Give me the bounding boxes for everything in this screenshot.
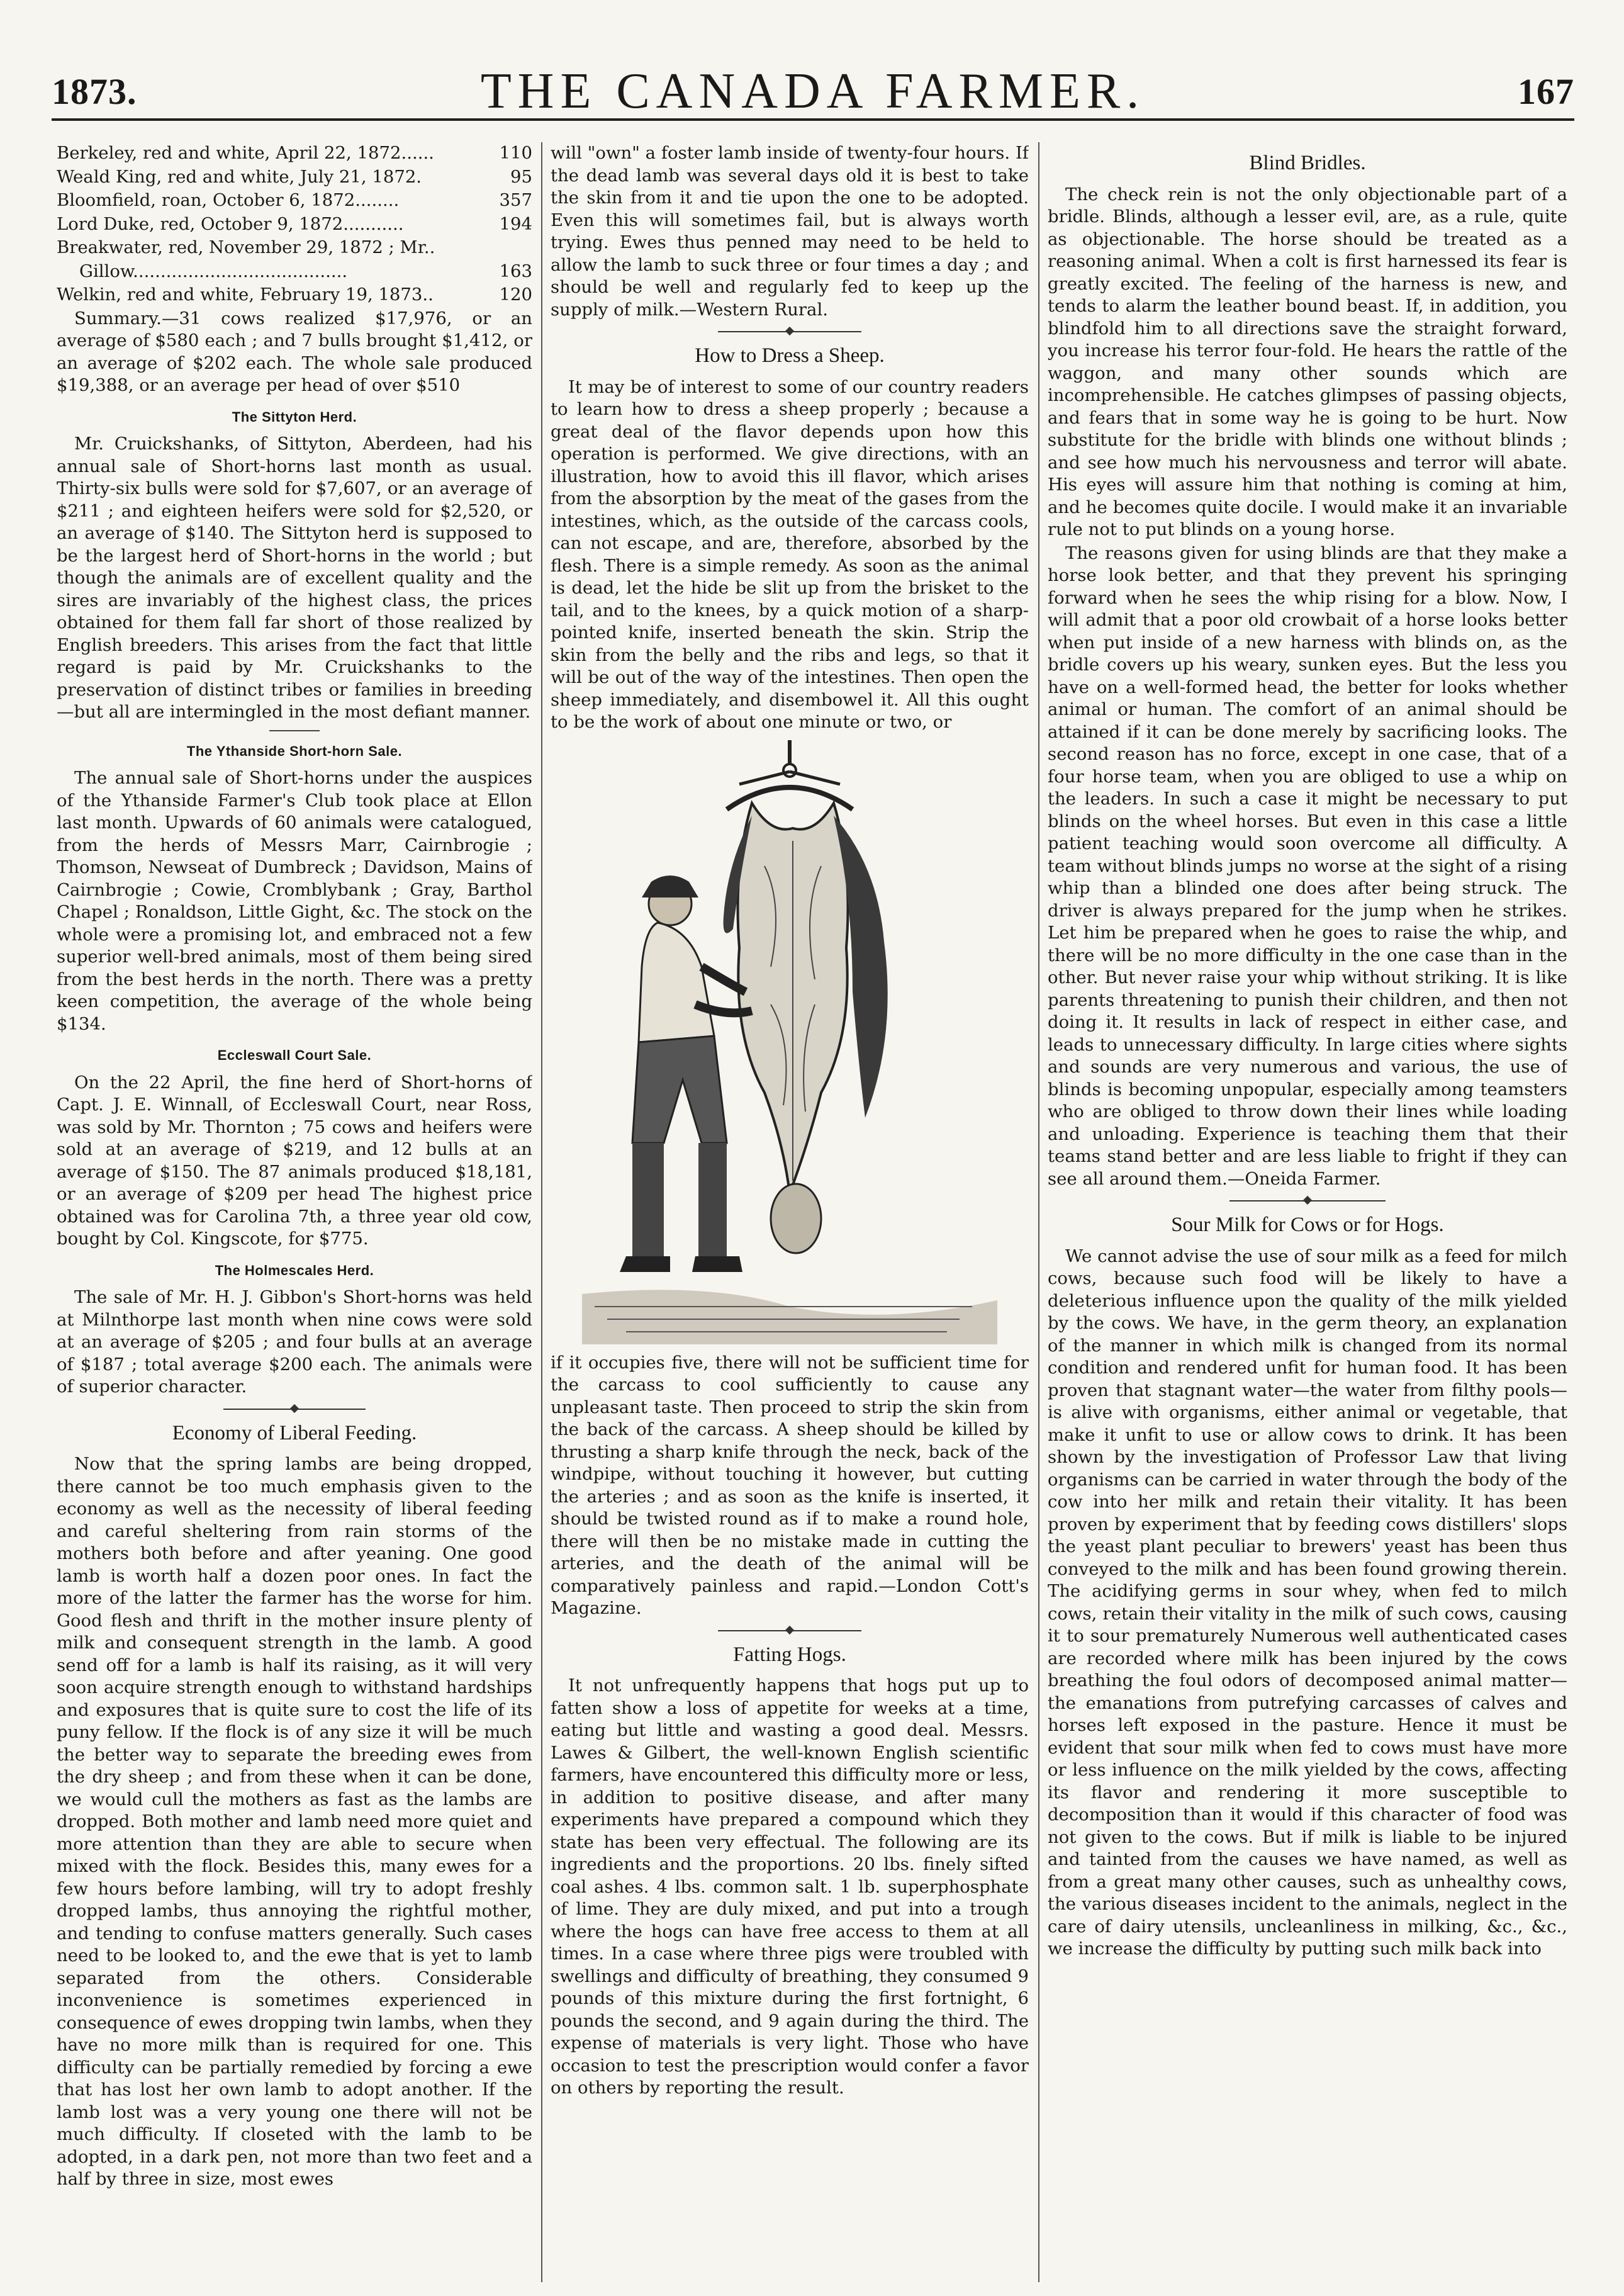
article-paragraph: Mr. Cruickshanks, of Sittyton, Aberdeen, had his annual sale of Short-horns last month as usual. Thirty-six bulls were sold for $7,607, or an average of $211 ; and eighteen heifers were sold for $2,520, or an average of $140. The Sittyton herd is supposed to be the largest herd of Short-horns in the world ; but though the animals are of excellent quality and the sires are invariably of the highest class, the prices obtained for them fall far short of those realized by English breeders. This arises from the fact that little regard is paid by Mr. Cruickshanks to the preservation of distinct tribes or families in breeding —but all are intermingled in the most defiant manner. [57, 434, 532, 722]
article-paragraph: will "own" a foster lamb inside of twenty-four hours. If the dead lamb was several days old it is best to take the skin from it and tie upon the one to be adopted. Even this will sometimes fail, but is always worth trying. Ewes thus penned may need to be held to allow the lamb to suck three or four times a day ; and should be well and regularly fed to keep up the supply of milk.—Western Rural. [551, 143, 1029, 320]
article-paragraph: The reasons given for using blinds are that they make a horse look better, and that they prevent his springing forward when he sees the whip rising for a blow. Now, I will admit that a poor old crowbait of a horse looks better when put inside of a new harness with blinds on, as the bridle covers up his weary, sunken eyes. But the less you have on a well-formed head, the better for looks whether animal or human. The comfort of an animal should be attained if it can be done merely by sacrificing looks. The second reason has no force, except in one case, that of a four horse team, when you are obliged to use a whip on the leaders. In such a case it might be necessary to put blinds on the wheel horses. But even in this case a little patient teaching would soon overcome all difficulty. A team without blinds jumps no worse at the sight of a rising whip than a blinded one does after being struck. The driver is always prepared for the jump when he strikes. Let him be prepared when he goes to raise the whip, and there will be no more difficulty in the one case than in the other. But never raise your whip without striking. It is like parents threatening to punish their children, and then not doing it. It results in lack of respect in either case, and leads to unnecessary difficulty. In large cities where sights and sounds are very numerous and various, the use of blinds is becoming unpopular, especially among teamsters who are obliged to throw down their lines while loading and unloading. Experience is teaching them that their teams stand better and are less liable to fright if they can see all around them.—Oneida Farmer. [1048, 543, 1567, 1189]
article-heading: Blind Bridles. [1249, 152, 1366, 174]
butcher-dressing-sheep-icon [582, 740, 997, 1344]
column-3 [1048, 142, 1567, 2288]
article-heading: Sour Milk for Cows or for Hogs. [1171, 1213, 1444, 1236]
summary-paragraph: Summary.—31 cows realized $17,976, or an average of $580 each ; and 7 bulls brought $1,412, or an average of $202 each. The whole sale produced $19,388, or an average per head of over $510 [57, 308, 532, 395]
page-number: 167 [1518, 71, 1574, 112]
sale-line: Berkeley, red and white, April 22, 1872...... 110 [57, 143, 532, 163]
sale-line: Gillow....................................... 163 [79, 261, 532, 281]
ornament-divider [551, 327, 1029, 335]
divider [269, 730, 320, 731]
sale-line: Breakwater, red, November 29, 1872 ; Mr.. [57, 237, 435, 257]
article-paragraph: if it occupies five, there will not be sufficient time for the carcass to cool sufficiently to cause any unpleasant taste. Then proceed to strip the skin from the back of the carcass. A sheep should be killed by thrusting a sharp knife through the neck, back of the windpipe, without touching it however, but cutting the arteries ; and as soon as the knife is inserted, it should be twisted round as if to make a round hole, there will then be no mistake made in cutting the arteries, and the death of the animal will be comparatively painless and rapid.—London Cott's Magazine. [551, 1352, 1029, 1618]
column-divider [541, 142, 542, 2282]
article-paragraph: On the 22 April, the fine herd of Short-horns of Capt. J. E. Winnall, of Eccleswall Court, near Ross, was sold by Mr. Thornton ; 75 cows and heifers were sold at an average of $219, and 12 bulls at an average of $150. The 87 animals produced $18,181, or an average of $209 per head The highest price obtained was for Carolina 7th, a three year old cow, bought by Col. Kingscote, for $775. [57, 1072, 532, 1249]
article-paragraph: It may be of interest to some of our country readers to learn how to dress a sheep properly ; because a great deal of the flavor depends upon how this operation is performed. We give directions, with an illustration, how to avoid this ill flavor, which arises from the absorption by the meat of the gases from the intestines, which, as the outside of the carcass cools, can not escape, and are, therefore, absorbed by the flesh. There is a simple remedy. As soon as the animal is dead, let the hide be slit up from the brisket to the tail, and to the knees, by a quick motion of a sharp-pointed knife, inserted beneath the skin. Strip the skin from the belly and the ribs and legs, so that it will be out of the way of the intestines. Then open the sheep immediately, and disembowel it. All this ought to be the work of about one minute or two, or [551, 376, 1029, 732]
issue-year: 1873. [52, 71, 137, 112]
subheading: The Ythanside Short-horn Sale. [186, 743, 403, 759]
article-paragraph: We cannot advise the use of sour milk as a feed for milch cows, because such food will be likely to have a deleterious influence upon the quality of the milk yielded by the cows. We have, in the germ theory, an explanation of the manner in which milk is changed from its normal condition and rendered unfit for human food. It has been proven that stagnant water—the water from filthy pools—is alive with organisms, either animal or vegetable, that make it unfit to use or allow cows to drink. It has been shown by the investigation of Professor Law that living organisms can be carried in water through the body of the cow into her milk and retain their vitality. It has been proven by experiment that by feeding cows distillers' slops the yeast plant peculiar to brewers' yeast has been thus conveyed to the milk and has been found growing therein. The acidifying germs in sour whey, when fed to milch cows, retain their vitality in the milk of such cows, causing it to sour prematurely Numerous well authenticated cases are recorded where milk has been injured by the cows breathing the foul odors of decomposed animal matter—the emanations from putrefying carcasses of calves and horses left exposed in the pasture. Hence it must be evident that sour milk when fed to cows must have more or less influence on the milk yielded by the cows, affecting its flavor and rendering it more susceptible to decomposition than it would if this character of food was not given to the cows. But if milk is liable to be injured and tainted from the causes we have named, as well as from a great many other causes, such as unhealthy cows, the various diseases incident to the animals, neglect in the care of dairy utensils, uncleanliness in milking, &c., &c., we increase the difficulty by putting such milk back into [1048, 1246, 1567, 1959]
sale-line: Bloomfield, roan, October 6, 1872........ 357 [57, 190, 532, 210]
sale-line: Lord Duke, red, October 9, 1872........... 194 [57, 213, 532, 234]
article-paragraph: The annual sale of Short-horns under the auspices of the Ythanside Farmer's Club took place at Ellon last month. Upwards of 60 animals were catalogued, from the herds of Messrs Marr, Cairnbrogie ; Thomson, Newseat of Dumbreck ; Davidson, Mains of Cairnbrogie ; Cowie, Cromblybank ; Gray, Barthol Chapel ; Ronaldson, Little Gight, &c. The stock on the whole were a promising lot, and embraced not a few superior well-bred animals, most of them being sired from the best herds in the north. There was a pretty keen competition, the average of the whole being $134. [57, 768, 532, 1034]
subheading: The Holmescales Herd. [215, 1262, 374, 1278]
article-heading: Economy of Liberal Feeding. [172, 1421, 417, 1444]
masthead [52, 49, 1574, 121]
article-paragraph: The sale of Mr. H. J. Gibbon's Short-horns was held at Milnthorpe last month when nine cows were sold at an average of $205 ; and four bulls at an average of $187 ; total average $200 each. The animals were of superior character. [57, 1287, 532, 1397]
column-divider [1038, 142, 1039, 2282]
sale-line: Weald King, red and white, July 21, 1872. 95 [57, 166, 532, 187]
ornament-divider [1048, 1196, 1567, 1204]
article-paragraph: The check rein is not the only objectionable part of a bridle. Blinds, although a lesser evil, are, as a rule, quite as objectionable. The horse should be treated as a reasoning animal. When a colt is first harnessed its fear is greatly excited. The feeling of the harness is new, and tends to alarm the leather bound beast. If, in addition, you blindfold him to all directions save the straight forward, you increase his terror four-fold. He hears the rattle of the waggon, and many other sounds which are incomprehensible. He catches glimpses of passing objects, and fears that in some way he is going to be hurt. Now substitute for the bridle with blinds one without blinds ; and see how much his nervousness and terror will abate. His eyes will assure him that nothing is coming at him, and he becomes quite docile. I would make it an invariable rule not to put blinds on a young horse. [1048, 184, 1567, 539]
subheading: Eccleswall Court Sale. [217, 1047, 372, 1063]
article-heading: Fatting Hogs. [733, 1643, 846, 1666]
ornament-divider [551, 1626, 1029, 1634]
newspaper-title: THE CANADA FARMER. [480, 64, 1146, 119]
subheading: The Sittyton Herd. [232, 408, 357, 425]
article-paragraph: It not unfrequently happens that hogs put up to fatten show a loss of appetite for weeks at a time, eating but little and wasting a good deal. Messrs. Lawes & Gilbert, the well-known English scientific farmers, have encountered this difficulty more or less, in addition to positive disease, and after many experiments have prepared a compound which they state has been very effectual. The following are its ingredients and the proportions. 20 lbs. finely sifted coal ashes. 4 lbs. common salt. 1 lb. superphosphate of lime. They are duly mixed, and put into a trough where the hogs can have free access to them at all times. In a case where three pigs were troubled with swellings and difficulty of breathing, they consumed 9 pounds of this mixture during the first fortnight, 6 pounds the second, and 9 again during the third. The expense of materials is very light. Those who have occasion to test the prescription would confer a favor on others by reporting the result. [551, 1675, 1029, 2098]
column-2 [551, 142, 1029, 2288]
sale-line: Welkin, red and white, February 19, 1873.. 120 [57, 284, 532, 305]
article-paragraph: Now that the spring lambs are being dropped, there cannot be too much emphasis given to the economy as well as the necessity of liberal feeding and careful sheltering from rain storms of the mothers both before and after yeaning. One good lamb is worth half a dozen poor ones. In fact the more of the latter the farmer has the worse for him. Good flesh and thrift in the mother insure plenty of milk and consequent strength in the lamb. A good send off for a lamb is half its raising, as it will very soon acquire strength enough to withstand hardships and exposures that is quite sure to cost the life of its puny fellow. If the flock is of any size it will be much the better way to separate the breeding ewes from the dry sheep ; and from these when it can be done, we would cull the mothers as fast as the lambs are dropped. Both mother and lamb need more quiet and more attention than they are able to secure when mixed with the flock. Besides this, many ewes for a few hours before lambing, will try to adopt freshly dropped lambs, thus annoying the rightful mother, and tending to confuse matters generally. Such cases need to be looked to, and the ewe that is yet to lamb separated from the others. Considerable inconvenience is sometimes experienced in consequence of ewes dropping twin lambs, when they have no more milk than is required for one. This difficulty can be partially remedied by forcing a ewe that has lost her own lamb to adopt another. If the lamb lost was a very young one there will not be much difficulty. If closeted with the lamb to be adopted, in a dark pen, not more than two feet and a half by three in size, most ewes [57, 1454, 532, 2189]
article-heading: How to Dress a Sheep. [695, 344, 885, 367]
sales-list [57, 142, 532, 307]
ornament-divider [57, 1405, 532, 1412]
column-1 [57, 142, 532, 2288]
